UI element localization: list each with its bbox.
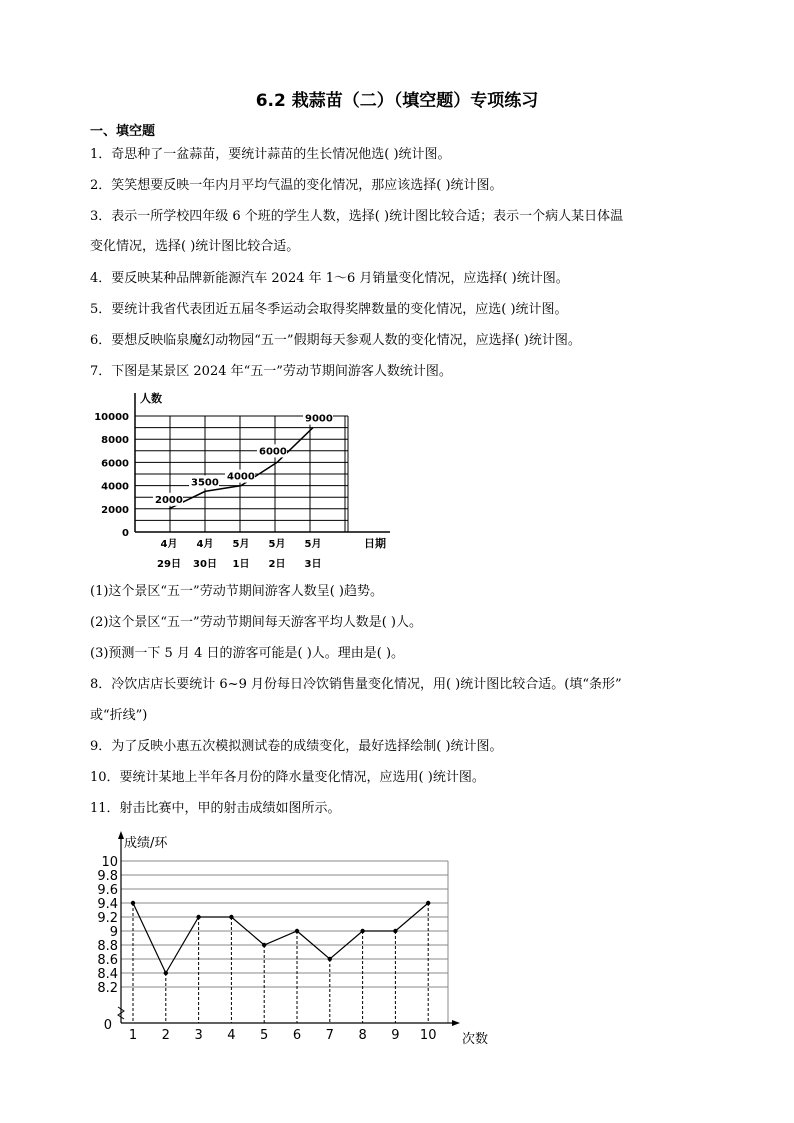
question-7: 7．下图是某景区 2024 年“五一”劳动节期间游客人数统计图。 xyxy=(90,364,452,379)
x-tick-label-day: 2日 xyxy=(268,559,286,570)
data-label: 4000 xyxy=(227,471,255,483)
axis-break-icon xyxy=(118,1007,124,1019)
x-tick-label: 1 xyxy=(128,1028,138,1043)
x-tick-label: 7 xyxy=(325,1028,334,1043)
data-series-line xyxy=(133,903,428,973)
y-tick-label: 9.4 xyxy=(97,897,118,912)
question-8-line-1: 8．冷饮店店长要统计 6~9 月份每日冷饮销售量变化情况，用( )统计图比较合适。(填“条形” xyxy=(90,677,622,692)
y-tick-label: 0 xyxy=(103,1018,112,1033)
data-point xyxy=(131,901,135,905)
question-7-3: (3)预测一下 5 月 4 日的游客可能是( )人。理由是( )。 xyxy=(90,646,405,661)
y-tick-label: 8.8 xyxy=(97,939,118,954)
y-tick-label: 8000 xyxy=(101,435,129,447)
x-tick-label: 10 xyxy=(419,1028,437,1043)
data-label: 6000 xyxy=(259,446,287,458)
question-9: 9．为了反映小惠五次模拟测试卷的成绩变化，最好选择绘制( )统计图。 xyxy=(90,739,503,754)
x-tick-label-month: 4月 xyxy=(160,539,178,550)
y-axis-title: 人数 xyxy=(140,392,162,405)
tourist-line-chart xyxy=(90,385,410,575)
data-point xyxy=(262,943,266,947)
data-point xyxy=(164,971,168,975)
data-point xyxy=(328,957,332,961)
x-tick-label: 4 xyxy=(227,1028,236,1043)
x-tick-label-month: 5月 xyxy=(304,539,322,550)
question-4: 4．要反映某种品牌新能源汽车 2024 年 1～6 月销量变化情况，应选择( )统计图。 xyxy=(90,271,569,286)
x-tick-label: 9 xyxy=(391,1028,400,1043)
y-tick-label: 4000 xyxy=(101,481,129,493)
x-tick-label-month: 4月 xyxy=(196,539,214,550)
x-axis-title: 次数 xyxy=(461,1032,489,1047)
x-tick-label: 5 xyxy=(260,1028,269,1043)
x-tick-label-day: 1日 xyxy=(232,559,250,570)
y-tick-label: 6000 xyxy=(101,458,129,470)
question-3-line-2: 变化情况，选择( )统计图比较合适。 xyxy=(90,239,300,254)
y-tick-label: 8.4 xyxy=(97,967,118,982)
question-10: 10．要统计某地上半年各月份的降水量变化情况，应选用( )统计图。 xyxy=(90,770,485,785)
x-tick-label: 2 xyxy=(161,1028,170,1043)
data-label: 3500 xyxy=(191,477,219,489)
x-tick-label: 3 xyxy=(194,1028,203,1043)
y-tick-label: 8.2 xyxy=(97,981,118,996)
question-7-2: (2)这个景区“五一”劳动节期间每天游客平均人数是( )人。 xyxy=(90,615,422,630)
x-tick-label: 6 xyxy=(292,1028,302,1043)
x-tick-label-month: 5月 xyxy=(232,539,250,550)
x-tick-label-day: 3日 xyxy=(304,559,322,570)
y-tick-label: 2000 xyxy=(101,504,129,516)
y-tick-label: 0 xyxy=(122,528,129,539)
data-label: 2000 xyxy=(155,494,183,506)
x-axis-arrow xyxy=(452,1020,460,1026)
y-tick-label: 9.2 xyxy=(97,911,118,926)
y-tick-label: 9.8 xyxy=(97,869,118,884)
question-5: 5．要统计我省代表团近五届冬季运动会取得奖牌数量的变化情况，应选( )统计图。 xyxy=(90,302,568,317)
x-tick-label-day: 30日 xyxy=(193,559,217,570)
question-8-line-2: 或“折线”) xyxy=(90,708,148,723)
data-point xyxy=(426,901,430,905)
question-2: 2．笑笑想要反映一年内月平均气温的变化情况，那应该选择( )统计图。 xyxy=(90,178,503,193)
question-3-line-1: 3．表示一所学校四年级 6 个班的学生人数，选择( )统计图比较合适；表示一个病人某日体温 xyxy=(90,209,624,224)
question-6: 6．要想反映临泉魔幻动物园“五一”假期每天参观人数的变化情况，应选择( )统计图。 xyxy=(90,333,581,348)
y-tick-label: 10000 xyxy=(94,412,129,423)
x-axis-title: 日期 xyxy=(364,537,386,550)
question-7-1: (1)这个景区“五一”劳动节期间游客人数呈( )趋势。 xyxy=(90,584,383,599)
page-title: 6.2 栽蒜苗（二）（填空题）专项练习 xyxy=(255,91,539,111)
y-axis-title: 成绩/环 xyxy=(124,836,168,851)
data-label: 9000 xyxy=(305,413,333,425)
data-point xyxy=(360,929,364,933)
question-11: 11．射击比赛中，甲的射击成绩如图所示。 xyxy=(90,801,341,816)
data-point xyxy=(229,915,233,919)
y-tick-label: 8.6 xyxy=(97,953,118,968)
data-point xyxy=(393,929,397,933)
x-tick-label-month: 5月 xyxy=(268,539,286,550)
y-tick-label: 9.6 xyxy=(97,883,118,898)
question-1: 1．奇思种了一盆蒜苗，要统计蒜苗的生长情况他选( )统计图。 xyxy=(90,147,451,162)
data-point xyxy=(295,929,299,933)
section-heading: 一、填空题 xyxy=(90,124,156,139)
y-tick-label: 10 xyxy=(101,855,118,870)
data-point xyxy=(196,915,200,919)
y-tick-label: 9 xyxy=(109,925,118,940)
x-tick-label-day: 29日 xyxy=(157,559,181,570)
shooting-score-line-chart xyxy=(90,825,510,1055)
data-series-line xyxy=(169,428,313,509)
x-tick-label: 8 xyxy=(358,1028,367,1043)
